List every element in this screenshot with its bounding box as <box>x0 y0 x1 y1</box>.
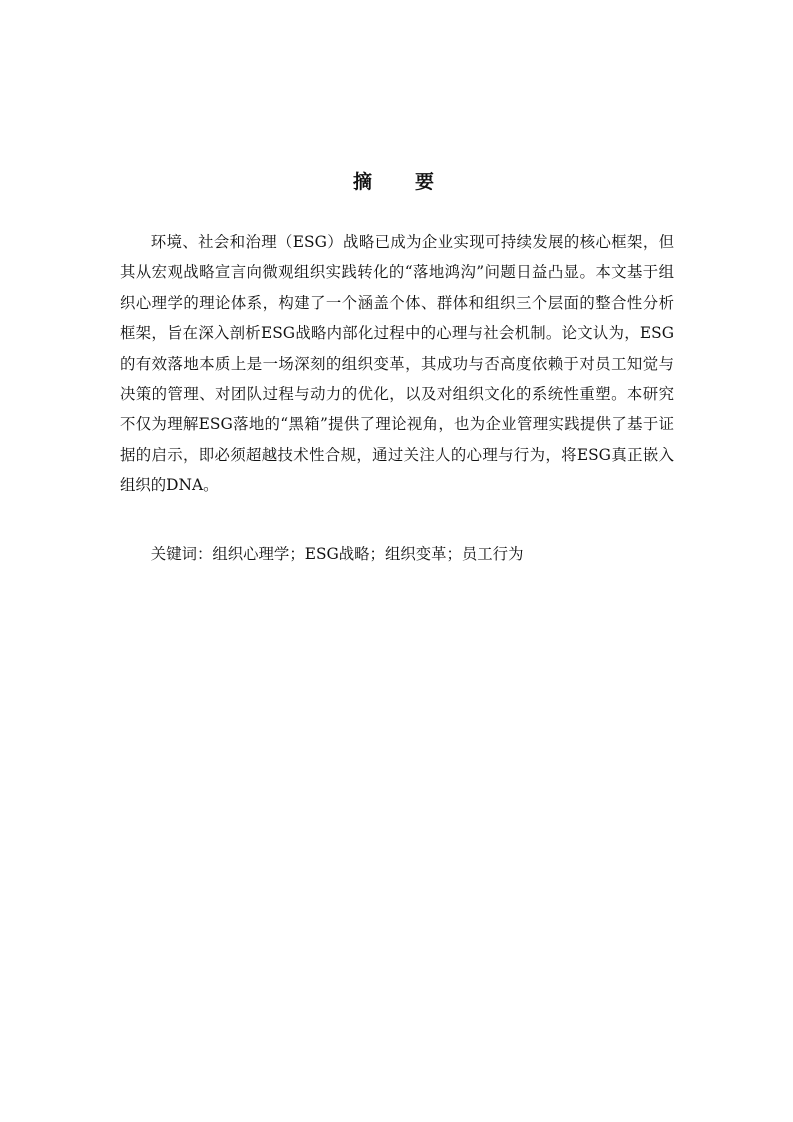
abstract-title: 摘 要 <box>352 171 446 193</box>
keywords-line: 关键词：组织心理学；ESG战略；组织变革；员工行为 <box>150 545 524 563</box>
abstract-body: 环境、社会和治理（ESG）战略已成为企业实现可持续发展的核心框架，但其从宏观战略宣言向微观组织实践转化的“落地鸿沟”问题日益凸显。本文基于组织心理学的理论体系，构建了一个涵盖个体、群体和组织三个层面的整合性分析框架，旨在深入剖析ESG战略内部化过程中的心理与社会机制。论文认为，ESG的有效落地本质上是一场深刻的组织变革，其成功与否高度依赖于对员工知觉与决策的管理、对团队过程与动力的优化，以及对组织文化的系统性重塑。本研究不仅为理解ESG落地的“黑箱”提供了理论视角，也为企业管理实践提供了基于证据的启示，即必须超越技术性合规，通过关注人的心理与行为，将ESG真正嵌入组织的DNA。 <box>120 233 674 495</box>
